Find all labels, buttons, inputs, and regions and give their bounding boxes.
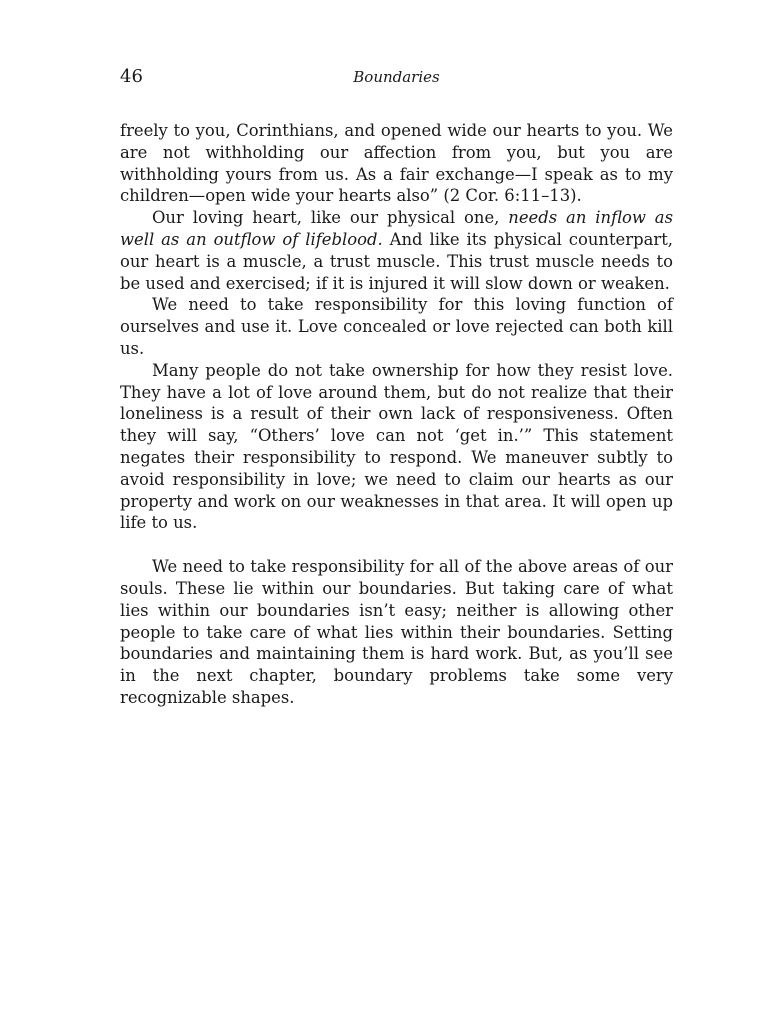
- paragraph-all-areas: We need to take responsibility for all of the above areas of our souls. These lie within our boundaries. But taking care of what lies within our boundaries isn’t easy; neither is allowing other people to take care of what lies within their boundaries. Setting boundaries and maintaining them is hard work. But, as you’ll see in the next chapter, boundary problems take some very recognizable shapes.: [120, 557, 673, 707]
- paragraph-resist-love: Many people do not take ownership for how they resist love. They have a lot of love around them, but do not realize that their loneliness is a result of their own lack of responsiveness. Often they will say, “Others’ love can not ‘get in.’” This statement negates their responsibility to respond. We maneuver subtly to avoid responsibility in love; we need to claim our hearts as our property and work on our weaknesses in that area. It will open up life to us.: [120, 360, 673, 533]
- paragraph-take-responsibility: We need to take responsibility for this loving function of ourselves and use it. Love concealed or love rejected can both kill us.: [120, 295, 673, 358]
- paragraph-italic-text: needs an inflow as well as an outflow of lifeblood.: [120, 208, 673, 249]
- paragraph-quote-continuation: freely to you, Corinthians, and opened wide our hearts to you. We are not withholding our affection from you, but you are withholding yours from us. As a fair exchange—I speak as to my children—open wide your hearts also” (2 Cor. 6:11–13).: [120, 121, 673, 206]
- book-title: Boundaries: [353, 68, 440, 86]
- body-text: [120, 120, 673, 709]
- paragraph-lead-text: Our loving heart, like our physical one,: [152, 208, 509, 228]
- paragraph-loving-heart: [120, 207, 673, 294]
- page-number: 46: [120, 66, 143, 87]
- book-page: [120, 62, 673, 709]
- paragraph-tail-text: And like its physical counterpart, our heart is a muscle, a trust muscle. This trust muscle needs to be used and exercised; if it is injured it will slow down or weaken.: [120, 229, 673, 293]
- running-head: [120, 62, 673, 90]
